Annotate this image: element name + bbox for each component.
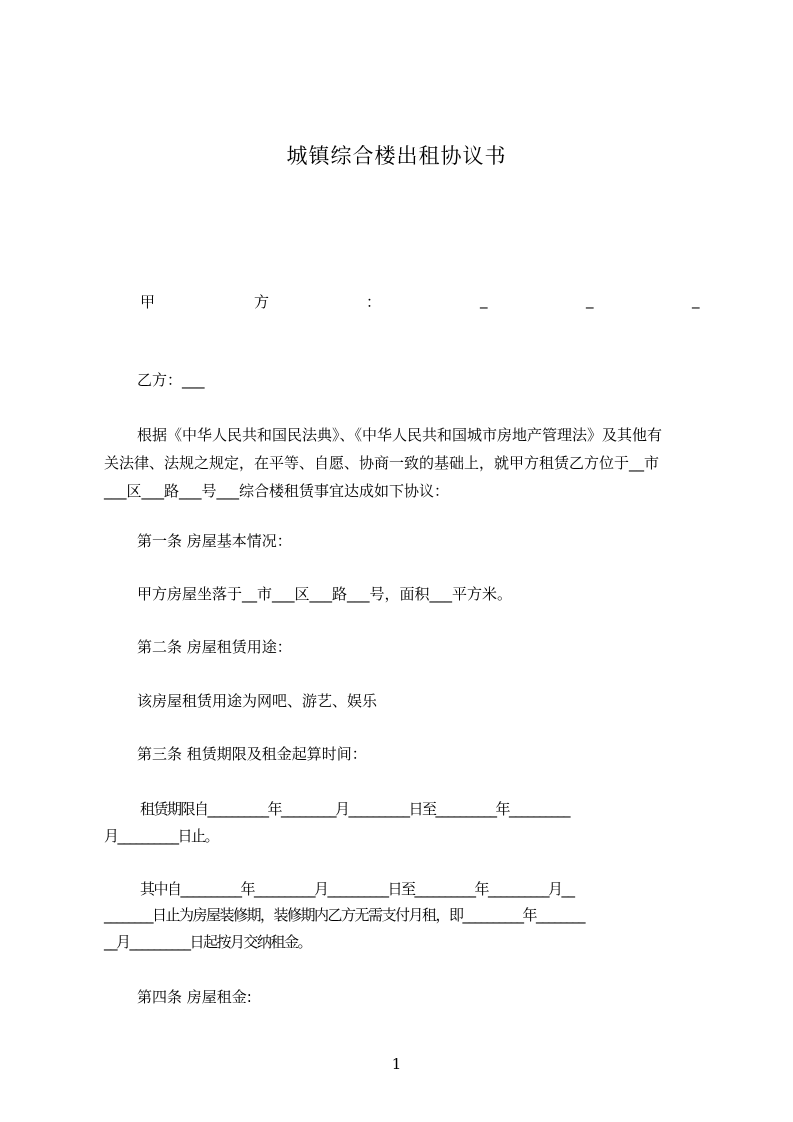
article-3-term-line-1: 租赁期限自__________年_________月__________日至__________年__________ bbox=[140, 800, 570, 818]
article-2-heading: 第二条 房屋租赁用途： bbox=[137, 638, 292, 656]
article-2-body: 该房屋租赁用途为网吧、游艺、娱乐 bbox=[137, 692, 378, 710]
party-a-line bbox=[0, 288, 793, 318]
party-b-line: 乙方：___ bbox=[137, 371, 205, 389]
intro-line-3: ___区___路___号___综合楼租赁事宜达成如下协议： bbox=[104, 482, 450, 500]
intro-line-1: 根据《中华人民共和国民法典》、《中华人民共和国城市房地产管理法》及其他有 bbox=[137, 426, 663, 444]
article-4-heading: 第四条 房屋租金: bbox=[137, 988, 252, 1006]
party-a-blank-3: _ bbox=[692, 291, 700, 309]
intro-line-2: 关法律、法规之规定，在平等、自愿、协商一致的基础上，就甲方租赁乙方位于__市 bbox=[104, 454, 660, 472]
article-3-term-line-2: 月__________日止。 bbox=[104, 827, 219, 845]
article-3-renovation-line-1: 其中自__________年__________月__________日至__________年__________月__ bbox=[140, 880, 574, 898]
party-a-blank-1: _ bbox=[480, 291, 488, 309]
article-3-renovation-line-3: __月__________日起按月交纳租金。 bbox=[104, 933, 312, 951]
article-1-heading: 第一条 房屋基本情况： bbox=[137, 532, 292, 550]
party-a-blank-2: _ bbox=[586, 291, 594, 309]
document-title: 城镇综合楼出租协议书 bbox=[286, 144, 507, 168]
party-a-label-char-2: 方 bbox=[254, 293, 270, 311]
article-3-renovation-line-2: ________日止为房屋装修期，装修期内乙方无需支付月租，即__________年________ bbox=[104, 906, 585, 924]
page-number: 1 bbox=[391, 1055, 402, 1073]
party-a-colon: ： bbox=[366, 293, 382, 311]
article-1-body: 甲方房屋坐落于__市___区___路___号，面积___平方米。 bbox=[137, 585, 513, 603]
article-3-heading: 第三条 租赁期限及租金起算时间： bbox=[137, 745, 367, 763]
party-a-label-char-1: 甲 bbox=[140, 293, 156, 311]
